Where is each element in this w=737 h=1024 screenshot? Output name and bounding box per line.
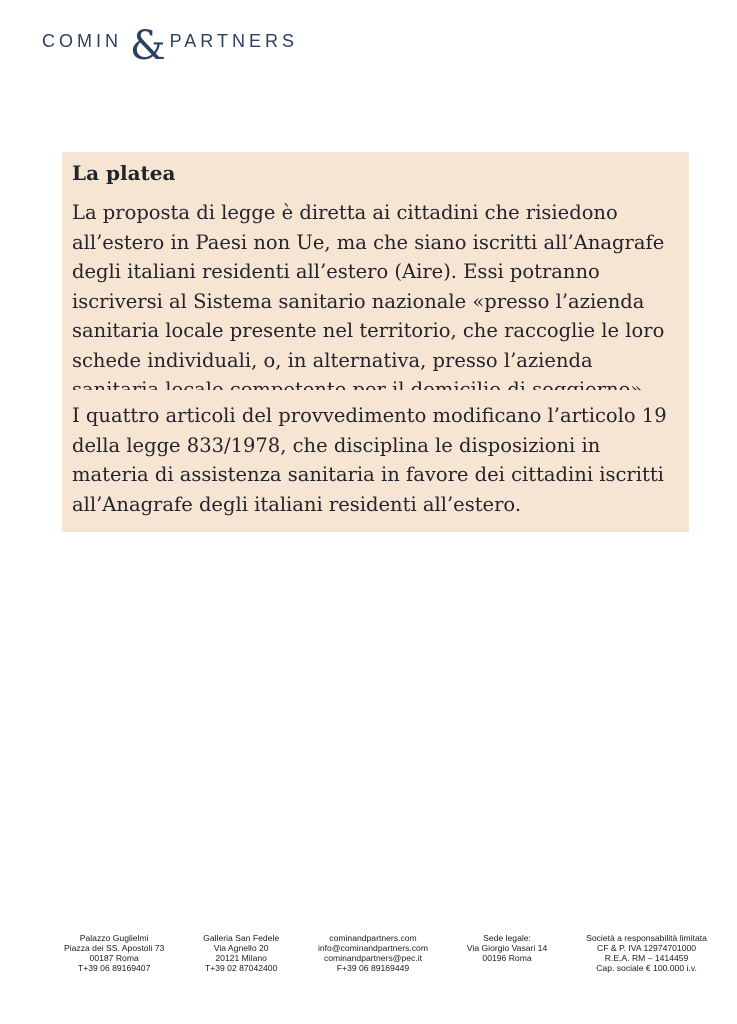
footer-line: 00196 Roma	[482, 953, 532, 963]
footer-line: T+39 06 89169407	[77, 963, 151, 973]
footer-line: Via Giorgio Vasari 14	[466, 943, 548, 953]
footer-line: Palazzo Guglielmi	[79, 933, 149, 943]
section-heading: La platea	[72, 161, 176, 185]
footer-column	[203, 933, 279, 973]
footer-column	[64, 933, 164, 973]
footer-line: F+39 06 89169449	[336, 963, 410, 973]
footer-line: cominandpartners@pec.it	[323, 953, 423, 963]
highlighted-block-la-platea	[62, 152, 689, 418]
logo-text-partners: PARTNERS	[169, 31, 298, 51]
footer-column	[586, 933, 707, 973]
footer-line: Società a responsabilità limitata	[586, 933, 707, 943]
footer-line: Via Agnello 20	[213, 943, 269, 953]
footer-column	[467, 933, 547, 963]
paragraph-block1: La proposta di legge è diretta ai cittadini che risiedono all’estero in Paesi non Ue, ma che siano iscritti all’Anagrafe degli italiani residenti all’estero (Aire). Essi potranno iscriversi al Sistema sanitario nazionale «presso l’azienda sanitaria locale presente nel territorio, che raccoglie le loro schede individuali, o, in alternativa, presso l’azienda	[72, 201, 665, 372]
footer-line: CF & P. IVA 12974701000	[596, 943, 697, 953]
paragraph-block2: I quattro articoli del provvedimento modificano l’articolo 19 della legge 833/1978, che disciplina le disposizioni in materia di assistenza sanitaria in favore dei cittadini iscritti all’Anagrafe degli italiani residenti all’estero.	[72, 404, 667, 516]
footer-line: Sede legale:	[483, 933, 531, 943]
footer-line: info@cominandpartners.com	[317, 943, 428, 953]
footer-line: T+39 02 87042400	[204, 963, 278, 973]
footer-line: Cap. sociale € 100.000 i.v.	[596, 963, 697, 973]
footer-column	[318, 933, 428, 973]
footer-line: Galleria San Fedele	[203, 933, 280, 943]
company-logo	[42, 18, 298, 69]
highlighted-block-articoli	[62, 390, 689, 532]
footer-line: cominandpartners.com	[329, 933, 417, 943]
footer-line: 20121 Milano	[215, 953, 267, 963]
footer-line: Piazza dei SS. Apostoli 73	[64, 943, 165, 953]
logo-ampersand-icon: &	[130, 23, 166, 69]
footer-line: R.E.A. RM – 1414459	[604, 953, 689, 963]
page-footer	[64, 933, 707, 973]
footer-line: 00187 Roma	[89, 953, 139, 963]
logo-text-comin: COMIN	[42, 31, 122, 51]
